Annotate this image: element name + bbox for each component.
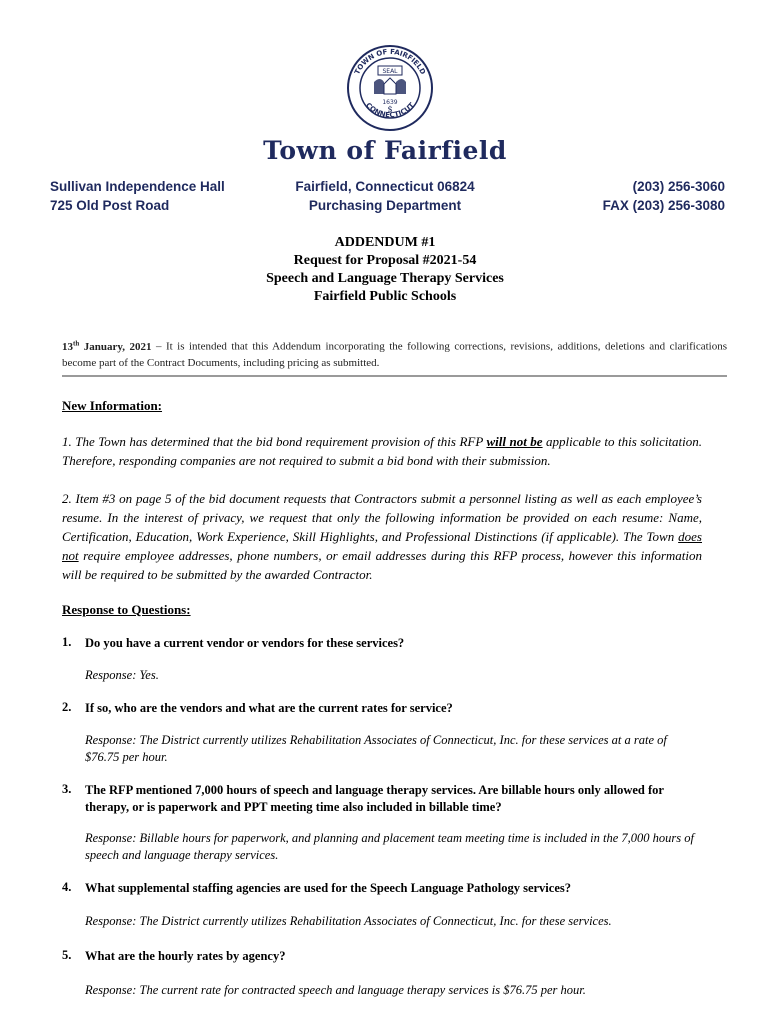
new-info-item-1 (62, 432, 702, 470)
response-text: Response: Yes. (85, 668, 159, 682)
letterhead-phone (603, 177, 725, 215)
item1-text-b: applicable to this solicitation. Therefore, responding companies are not required to submit a bid bond with their submission. (62, 434, 702, 468)
new-information-heading: New Information: (62, 398, 163, 413)
seal-center-label: SEAL (382, 68, 398, 75)
question-text: The RFP mentioned 7,000 hours of speech and language therapy services. Are billable hours only allowed for therapy, or is paperwork and PPT meeting time also included in billable time? (85, 783, 664, 814)
addendum-number: ADDENDUM #1 (334, 235, 436, 250)
seal-year: 1639 (382, 99, 398, 106)
intro-date-rest: January, 2021 (79, 340, 152, 353)
item2-text-a: 2. Item #3 on page 5 of the bid document requests that Contractors submit a personnel listing as well as each employee’s resume. In the interest of privacy, we request that only the following information be provided on each resume: Name, Certification, Education, Work Experience, Skill Highlights, and Professional Distinctions (if applicable). The Town (62, 491, 702, 544)
new-info-item-2 (62, 489, 702, 584)
phone-line: (203) 256-3060 (632, 179, 725, 194)
department-line: Purchasing Department (308, 198, 462, 213)
item2-emphasis: does not (62, 529, 702, 563)
rfp-subject: Speech and Language Therapy Services (266, 271, 504, 286)
town-seal-logo (346, 44, 434, 132)
fax-line: FAX (203) 256-3080 (602, 198, 725, 213)
seal-ring-bottom: CONNECTICUT (364, 101, 416, 120)
response-text: Response: Billable hours for paperwork, and planning and placement team meeting time is included in the 7,000 hours of speech and language therapy services. (85, 831, 694, 862)
letterhead-department (270, 177, 500, 215)
question-number: 2. (62, 700, 72, 714)
address-line-2: 725 Old Post Road (50, 198, 170, 213)
intro-date-day: 13 (62, 340, 73, 353)
question-text: Do you have a current vendor or vendors for these services? (85, 636, 405, 650)
divider-rule (62, 375, 727, 377)
rfp-number: Request for Proposal #2021-54 (293, 253, 477, 268)
response-text: Response: The current rate for contracted speech and language therapy services is $76.75 per hour. (85, 983, 586, 997)
question-number: 1. (62, 635, 72, 649)
item2-text-b: require employee addresses, phone numbers, or email addresses during this RFP process, however this information will be required to be submitted by the awarded Contractor. (62, 548, 702, 582)
svg-text:$: $ (387, 105, 393, 114)
letterhead-address (50, 177, 225, 215)
item1-text-a: 1. The Town has determined that the bid bond requirement provision of this RFP (62, 434, 487, 449)
intro-text: – It is intended that this Addendum incorporating the following corrections, revisions, additions, deletions and clarifications become part of the Contract Documents, including pricing as submitted. (62, 340, 727, 369)
intro-paragraph (62, 335, 727, 371)
addendum-title-block (0, 234, 770, 306)
item1-emphasis: will not be (486, 434, 543, 449)
question-text: What are the hourly rates by agency? (85, 949, 286, 963)
response-text: Response: The District currently utilizes Rehabilitation Associates of Connecticut, Inc. for these services at a rate of $76.75 per hour. (85, 733, 667, 764)
intro-date-suffix: th (73, 339, 80, 347)
question-number: 5. (62, 948, 72, 962)
rfp-client: Fairfield Public Schools (313, 289, 457, 304)
questions-heading: Response to Questions: (62, 602, 191, 617)
seal-ring-top: TOWN OF FAIRFIELD (353, 47, 427, 76)
question-number: 4. (62, 880, 72, 894)
town-name-title: Town of Fairfield (263, 136, 507, 165)
question-number: 3. (62, 782, 72, 796)
city-line: Fairfield, Connecticut 06824 (295, 179, 475, 194)
question-text: What supplemental staffing agencies are used for the Speech Language Pathology services? (85, 881, 571, 895)
response-text: Response: The District currently utilizes Rehabilitation Associates of Connecticut, Inc. for these services. (85, 914, 612, 928)
question-text: If so, who are the vendors and what are the current rates for service? (85, 701, 453, 715)
address-line-1: Sullivan Independence Hall (50, 179, 225, 194)
